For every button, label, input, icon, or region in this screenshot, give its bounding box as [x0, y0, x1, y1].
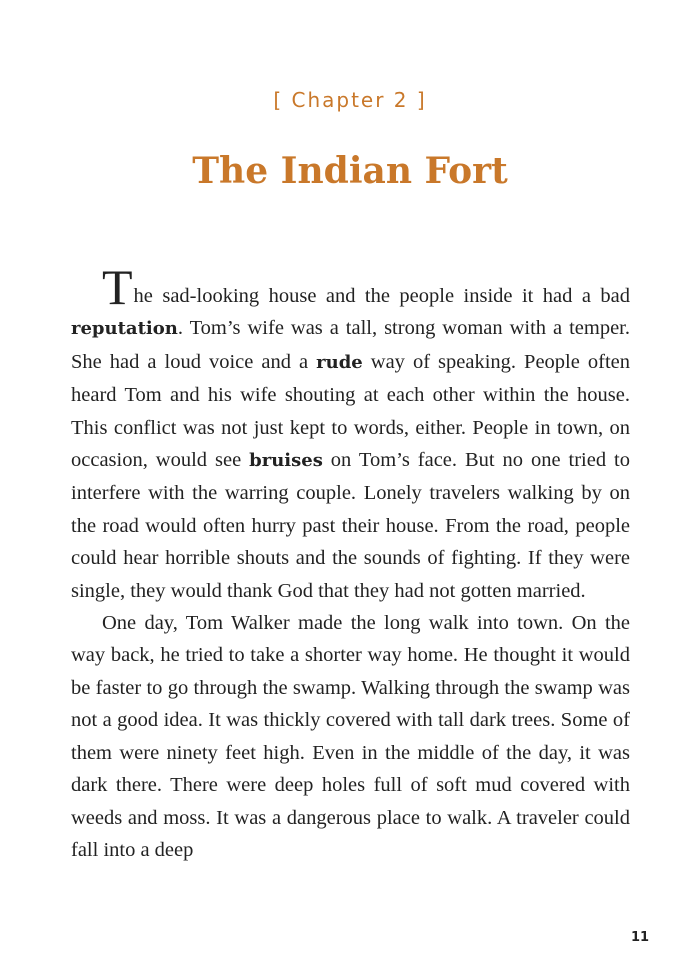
- chapter-label: [ Chapter 2 ]: [273, 88, 427, 112]
- vocab-word-rude: rude: [316, 351, 363, 373]
- paragraph-1-text-2: . Tom’s wife was a tall, strong woman with a temper. She had a loud voice and a: [71, 317, 630, 373]
- chapter-title: The Indian Fort: [192, 150, 508, 192]
- page-number: 11: [630, 930, 650, 945]
- paragraph-1-text-4: on Tom’s face. But no one tried to interfere with the warring couple. Lonely travelers walking by on the road would often hurry past their house. From the road, people could hear horrible shouts and the sounds of fighting. If they were single, they would thank God that they had not gotten married.: [71, 449, 630, 602]
- paragraph-1: [71, 259, 630, 607]
- vocab-word-reputation: reputation: [71, 318, 178, 340]
- body-text: [71, 259, 630, 866]
- paragraph-2: One day, Tom Walker made the long walk into town. On the way back, he tried to take a shorter way home. He thought it would be faster to go through the swamp. Walking through the swamp was not a good idea. It was thickly covered with tall dark trees. Some of them were ninety feet high. Even in the middle of the day, it was dark there. There were deep holes full of soft mud covered with weeds and moss. It was a dangerous place to walk. A traveler could fall into a deep: [71, 612, 630, 861]
- paragraph-1-text-3: way of speaking. People often heard Tom and his wife shouting at each other within the house. This conflict was not just kept to words, either. People in town, on occasion, would see: [71, 350, 630, 472]
- paragraph-1-text-1: he sad-looking house and the people inside it had a bad: [133, 285, 630, 307]
- drop-cap: T: [102, 259, 133, 315]
- vocab-word-bruises: bruises: [249, 450, 323, 472]
